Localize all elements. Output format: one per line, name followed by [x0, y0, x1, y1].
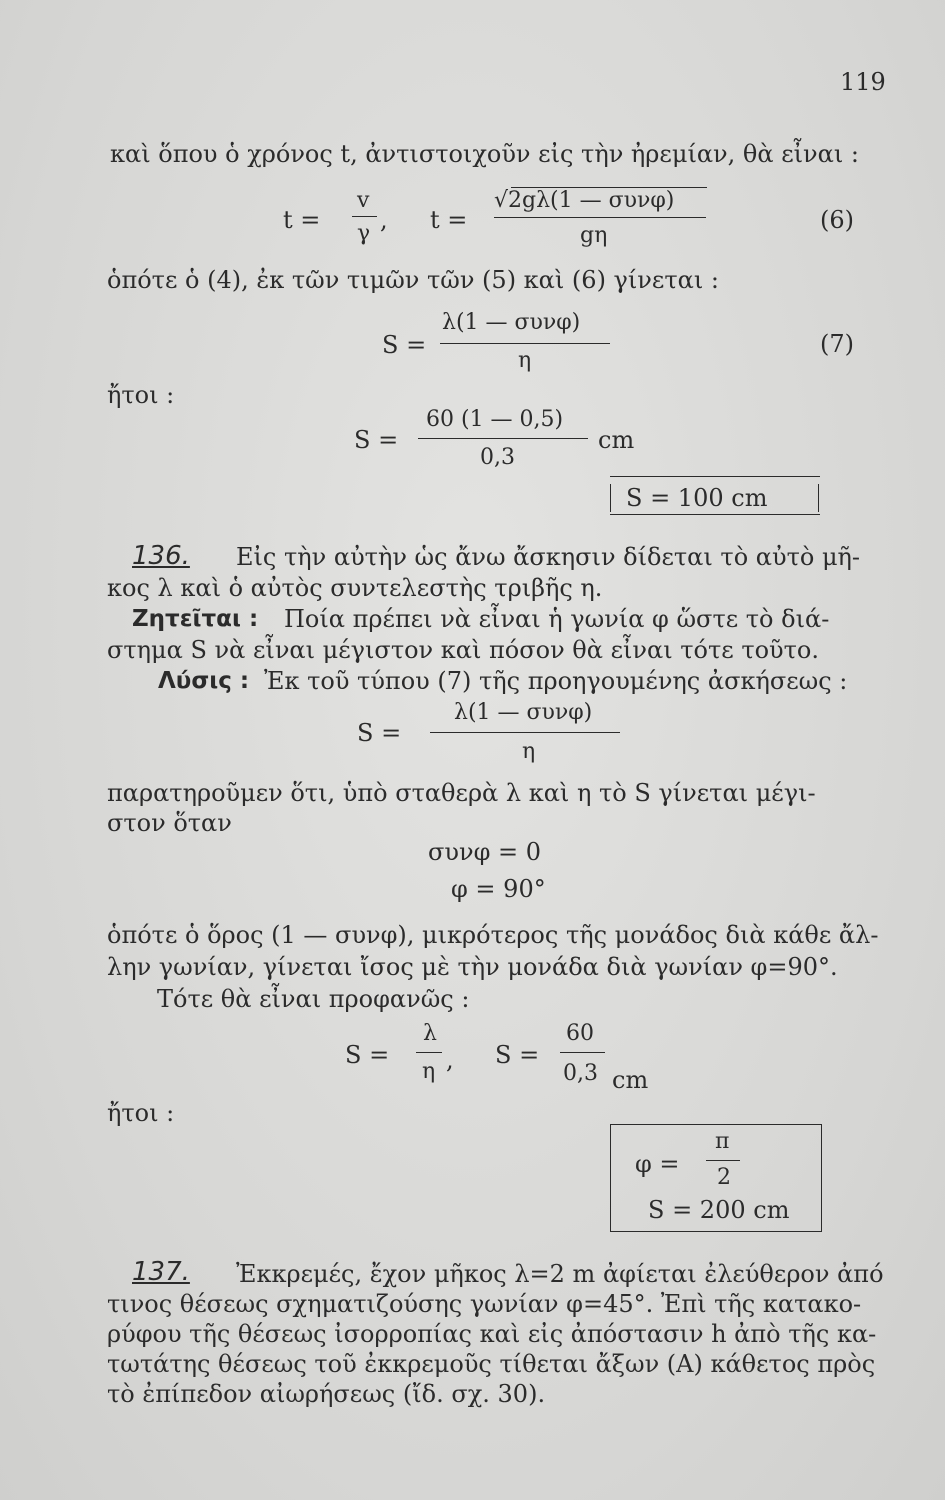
exercise-137-text-4: τωτάτης θέσεως τοῦ ἐκκρεμοῦς τίθεται ἄξων (Α) κάθετος πρὸς [107, 1350, 876, 1378]
exercise-137-number: 137. [132, 1257, 190, 1287]
solution-label: Λύσις : [158, 668, 250, 694]
itoi-2: ἤτοι : [107, 1099, 175, 1127]
exercise-136-text-2: κος λ καὶ ὁ αὐτὸς συντελεστὴς τριβῆς η. [107, 574, 603, 602]
condition-phi: φ = 90° [451, 875, 546, 903]
exercise-136-number: 136. [132, 541, 190, 571]
intro-line: καὶ ὅπου ὁ χρόνος t, ἀντιστοιχοῦν εἰς τὴν ἠρεμίαν, θὰ εἶναι : [110, 140, 859, 168]
condition-cos: συνφ = 0 [428, 838, 542, 866]
sought-label: Ζητεῖται : [132, 606, 259, 632]
book-page: 119 καὶ ὅπου ὁ χρόνος t, ἀντιστοιχοῦν εἰς τὴν ἠρεμίαν, θὰ εἶναι : t = v γ , t = √2gλ(1 — συνφ) gη (6) ὁπότε ὁ (4), ἐκ τῶν τιμῶν τῶν (5) καὶ (6) γίνεται : S = λ(1 — συνφ) η (7) ἤτοι : S = 60 (1 — 0,5) 0,3 cm S = 100 cm 136. Εἰς τὴν αὐτὴν ὡς ἄνω ἄσκησιν δίδεται τὸ αὐτὸ μῆ- κος λ καὶ ὁ αὐτὸς συντελεστὴς τριβῆς η. Ζητεῖται : Ποία πρέπει νὰ εἶναι ἡ γωνία φ ὥστε τὸ διά- στημα S νὰ εἶναι μέγιστον καὶ πόσον θὰ εἶναι τότε τοῦτο. Λύσις : Ἐκ τοῦ τύπου (7) τῆς προηγουμένης ἀσκήσεως : S = λ(1 — συνφ) η παρατηροῦμεν ὅτι, ὑπὸ σταθερὰ λ καὶ η τὸ S γίνεται μέγι- στον ὅταν συνφ = 0 φ = 90° ὁπότε ὁ ὅρος (1 — συνφ), μικρότερος τῆς μονάδος διὰ κάθε ἄλ- λην γωνίαν, γίνεται ἴσος μὲ τὴν μονάδα διὰ γωνίαν φ=90°. Τότε θὰ εἶναι προφανῶς : S = λ η , S = 60 0,3 cm ἤτοι : φ = π 2 S = 200 cm 137. Ἐκκρεμές, ἔχον μῆκος λ=2 m ἀφίεται ἐλεύθερον ἀπό τινος θέσεως σχηματιζούσης γωνίαν φ=45°. Ἐπὶ τῆς κατακο- ρύφου τῆς θέσεως ἰσορροπίας καὶ εἰς ἀπόστασιν h ἀπὸ τῆς κα- τωτάτης θέσεως τοῦ ἐκκρεμοῦς τίθεται ἄξων (Α) κάθετος πρὸς τὸ ἐπίπεδον αἰωρήσεως (ἴδ. σχ. 30). [0, 0, 945, 1500]
exercise-137-text-3: ρύφου τῆς θέσεως ἰσορροπίας καὶ εἰς ἀπόστασιν h ἀπὸ τῆς κα- [107, 1320, 877, 1348]
itoi-1: ἤτοι : [107, 381, 175, 409]
exercise-137-text-1: Ἐκκρεμές, ἔχον μῆκος λ=2 m ἀφίεται ἐλεύθερον ἀπό [236, 1260, 884, 1288]
line-2: ὁπότε ὁ (4), ἐκ τῶν τιμῶν τῶν (5) καὶ (6) γίνεται : [107, 266, 719, 294]
observation-2: στον ὅταν [107, 809, 232, 837]
paragraph-2: λην γωνίαν, γίνεται ἴσος μὲ τὴν μονάδα διὰ γωνίαν φ=90°. [107, 953, 838, 981]
paragraph-3: Τότε θὰ εἶναι προφανῶς : [157, 985, 470, 1013]
sought-text-2: στημα S νὰ εἶναι μέγιστον καὶ πόσον θὰ εἶναι τότε τοῦτο. [107, 636, 819, 664]
exercise-137-text-2: τινος θέσεως σχηματιζούσης γωνίαν φ=45°. Ἐπὶ τῆς κατακο- [107, 1290, 862, 1318]
box-phi-num: π [715, 1129, 730, 1154]
sought-text-1: Ποία πρέπει νὰ εἶναι ἡ γωνία φ ὥστε τὸ διά- [284, 605, 830, 633]
page-number: 119 [840, 68, 886, 96]
solution-text-1: Ἐκ τοῦ τύπου (7) τῆς προηγουμένης ἀσκήσεως : [264, 667, 848, 695]
box-phi-den: 2 [717, 1165, 731, 1190]
box-phi-lhs: φ = [635, 1150, 680, 1178]
exercise-136-text-1: Εἰς τὴν αὐτὴν ὡς ἄνω ἄσκησιν δίδεται τὸ αὐτὸ μῆ- [236, 543, 861, 571]
paragraph-1: ὁπότε ὁ ὅρος (1 — συνφ), μικρότερος τῆς μονάδος διὰ κάθε ἄλ- [107, 921, 879, 949]
observation-1: παρατηροῦμεν ὅτι, ὑπὸ σταθερὰ λ καὶ η τὸ S γίνεται μέγι- [107, 779, 816, 807]
exercise-137-text-5: τὸ ἐπίπεδον αἰωρήσεως (ἴδ. σχ. 30). [107, 1380, 546, 1408]
box-S-value: S = 200 cm [648, 1196, 790, 1224]
